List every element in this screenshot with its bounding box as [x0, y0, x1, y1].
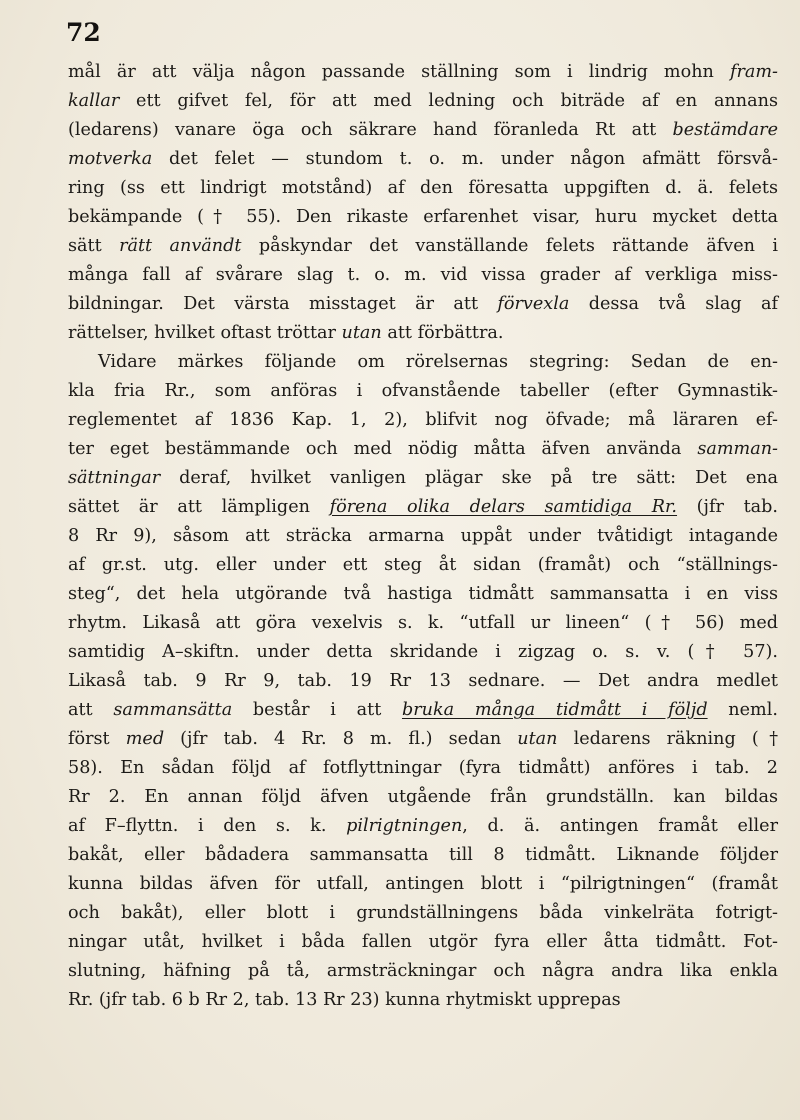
text-line: [68, 580, 778, 609]
text-segment: ett gifvet fel, för att med ledning och biträde af en annans: [119, 91, 778, 111]
text-line: [68, 377, 778, 406]
text-segment: samtidig A–skiftn. under detta skridande i zigzag o. s. v. († 57).: [68, 642, 778, 662]
text-segment: sättet är att lämpligen: [68, 497, 330, 517]
text-line: [68, 87, 778, 116]
text-line: [68, 899, 778, 928]
text-segment: består i att: [232, 700, 402, 720]
text-segment: att: [68, 700, 114, 720]
italic-phrase: sammansätta: [113, 700, 233, 720]
text-segment: dessa två slag af: [569, 294, 778, 314]
italic-phrase: bestämdare: [672, 120, 778, 140]
italic-phrase: sättningar: [68, 468, 161, 488]
italic-phrase: utan: [517, 729, 558, 749]
text-segment: bekämpande († 55). Den rikaste erfarenhet visar, huru mycket detta: [68, 207, 778, 227]
text-segment: steg“, det hela utgörande två hastiga tidmått sammansatta i en viss: [68, 584, 778, 604]
text-line: [68, 870, 778, 899]
text-line: [68, 261, 778, 290]
text-line: [68, 522, 778, 551]
text-segment: många fall af svårare slag t. o. m. vid vissa grader af verkliga miss-: [68, 265, 778, 285]
text-line: [68, 986, 778, 1015]
text-segment: påskyndar det vanställande felets rättande äfven i: [241, 236, 778, 256]
italic-phrase: motverka: [68, 149, 153, 169]
text-line: [68, 290, 778, 319]
text-segment: 58). En sådan följd af fotflyttningar (fyra tidmått) anföres i tab. 2: [68, 758, 778, 778]
text-segment: ring (ss ett lindrigt motstånd) af den föresatta uppgiften d. ä. felets: [68, 178, 778, 198]
italic-phrase: med: [125, 729, 165, 749]
text-segment: och bakåt), eller blott i grundställningens båda vinkelräta fotrigt-: [68, 903, 778, 923]
text-line: [68, 609, 778, 638]
text-line: [68, 174, 778, 203]
text-line: [68, 754, 778, 783]
text-line: [68, 319, 778, 348]
text-segment: Vidare märkes följande om rörelsernas stegring: Sedan de en-: [98, 352, 778, 372]
text-line: [68, 928, 778, 957]
text-segment: Likaså tab. 9 Rr 9, tab. 19 Rr 13 sednare. — Det andra medlet: [68, 671, 778, 691]
text-segment: det felet — stundom t. o. m. under någon afmätt försvå-: [152, 149, 778, 169]
text-line: [68, 145, 778, 174]
text-line: [68, 116, 778, 145]
text-line: [68, 667, 778, 696]
text-line: [68, 464, 778, 493]
italic-phrase: förvexla: [497, 294, 570, 314]
text-segment: ter eget bestämmande och med nödig måtta äfven använda: [68, 439, 698, 459]
text-segment: kunna bildas äfven för utfall, antingen blott i “pilrigtningen“ (framåt: [68, 874, 778, 894]
text-segment: först: [68, 729, 126, 749]
text-segment: (jfr tab.: [677, 497, 778, 517]
text-segment: (ledarens) vanare öga och säkrare hand föranleda Rt att: [68, 120, 673, 140]
text-line: [68, 203, 778, 232]
text-segment: ningar utåt, hvilket i båda fallen utgör fyra eller åtta tidmått. Fot-: [68, 932, 778, 952]
text-segment: deraf, hvilket vanligen plägar ske på tre sätt: Det ena: [160, 468, 778, 488]
text-line: [68, 551, 778, 580]
text-segment: sätt: [68, 236, 120, 256]
text-segment: ledarens räkning (†: [557, 729, 778, 749]
text-line: [68, 493, 778, 522]
text-line: [68, 957, 778, 986]
italic-phrase: kallar: [68, 91, 120, 111]
text-segment: kla fria Rr., som anföras i ofvanstående tabeller (efter Gymnastik-: [68, 381, 778, 401]
text-line: [68, 841, 778, 870]
text-segment: mål är att välja någon passande ställning som i lindrig mohn: [68, 62, 730, 82]
text-segment: , d. ä. antingen framåt eller: [462, 816, 778, 836]
text-segment: af F–flyttn. i den s. k.: [68, 816, 347, 836]
text-line: [68, 725, 778, 754]
underlined-phrase: förena olika delars samtidiga Rr.: [329, 497, 678, 517]
text-segment: bakåt, eller bådadera sammansatta till 8 tidmått. Liknande följder: [68, 845, 778, 865]
text-line: [68, 406, 778, 435]
text-line: [68, 58, 778, 87]
italic-phrase: rätt användt: [119, 236, 242, 256]
text-segment: att förbättra.: [381, 323, 504, 343]
text-segment: slutning, häfning på tå, armsträckningar och några andra lika enkla: [68, 961, 778, 981]
text-segment: (jfr tab. 4 Rr. 8 m. fl.) sedan: [164, 729, 518, 749]
text-segment: Rr 2. En annan följd äfven utgående från grundställn. kan bildas: [68, 787, 778, 807]
text-segment: reglementet af 1836 Kap. 1, 2), blifvit nog öfvade; må läraren ef-: [68, 410, 778, 430]
text-segment: af gr.st. utg. eller under ett steg åt sidan (framåt) och “ställnings-: [68, 555, 778, 575]
body-text: [68, 58, 778, 1015]
text-line: [68, 696, 778, 725]
text-segment: 8 Rr 9), såsom att sträcka armarna uppåt under tvåtidigt intagande: [68, 526, 778, 546]
italic-phrase: utan: [341, 323, 382, 343]
text-segment: bildningar. Det värsta misstaget är att: [68, 294, 498, 314]
text-line: [68, 638, 778, 667]
text-segment: rättelser, hvilket oftast tröttar: [68, 323, 342, 343]
text-line: [68, 812, 778, 841]
italic-phrase: samman-: [697, 439, 778, 459]
italic-phrase: fram-: [729, 62, 778, 82]
text-segment: Rr. (jfr tab. 6 b Rr 2, tab. 13 Rr 23) kunna rhytmiskt upprepas: [68, 990, 621, 1010]
italic-phrase: pilrigtningen: [346, 816, 463, 836]
text-line: [68, 435, 778, 464]
text-segment: neml.: [707, 700, 778, 720]
text-segment: rhytm. Likaså att göra vexelvis s. k. “utfall ur lineen“ († 56) med: [68, 613, 778, 633]
text-line: [68, 348, 778, 377]
underlined-phrase: bruka många tidmått i följd: [401, 700, 708, 720]
page-number: 72: [66, 18, 101, 47]
text-line: [68, 232, 778, 261]
text-line: [68, 783, 778, 812]
